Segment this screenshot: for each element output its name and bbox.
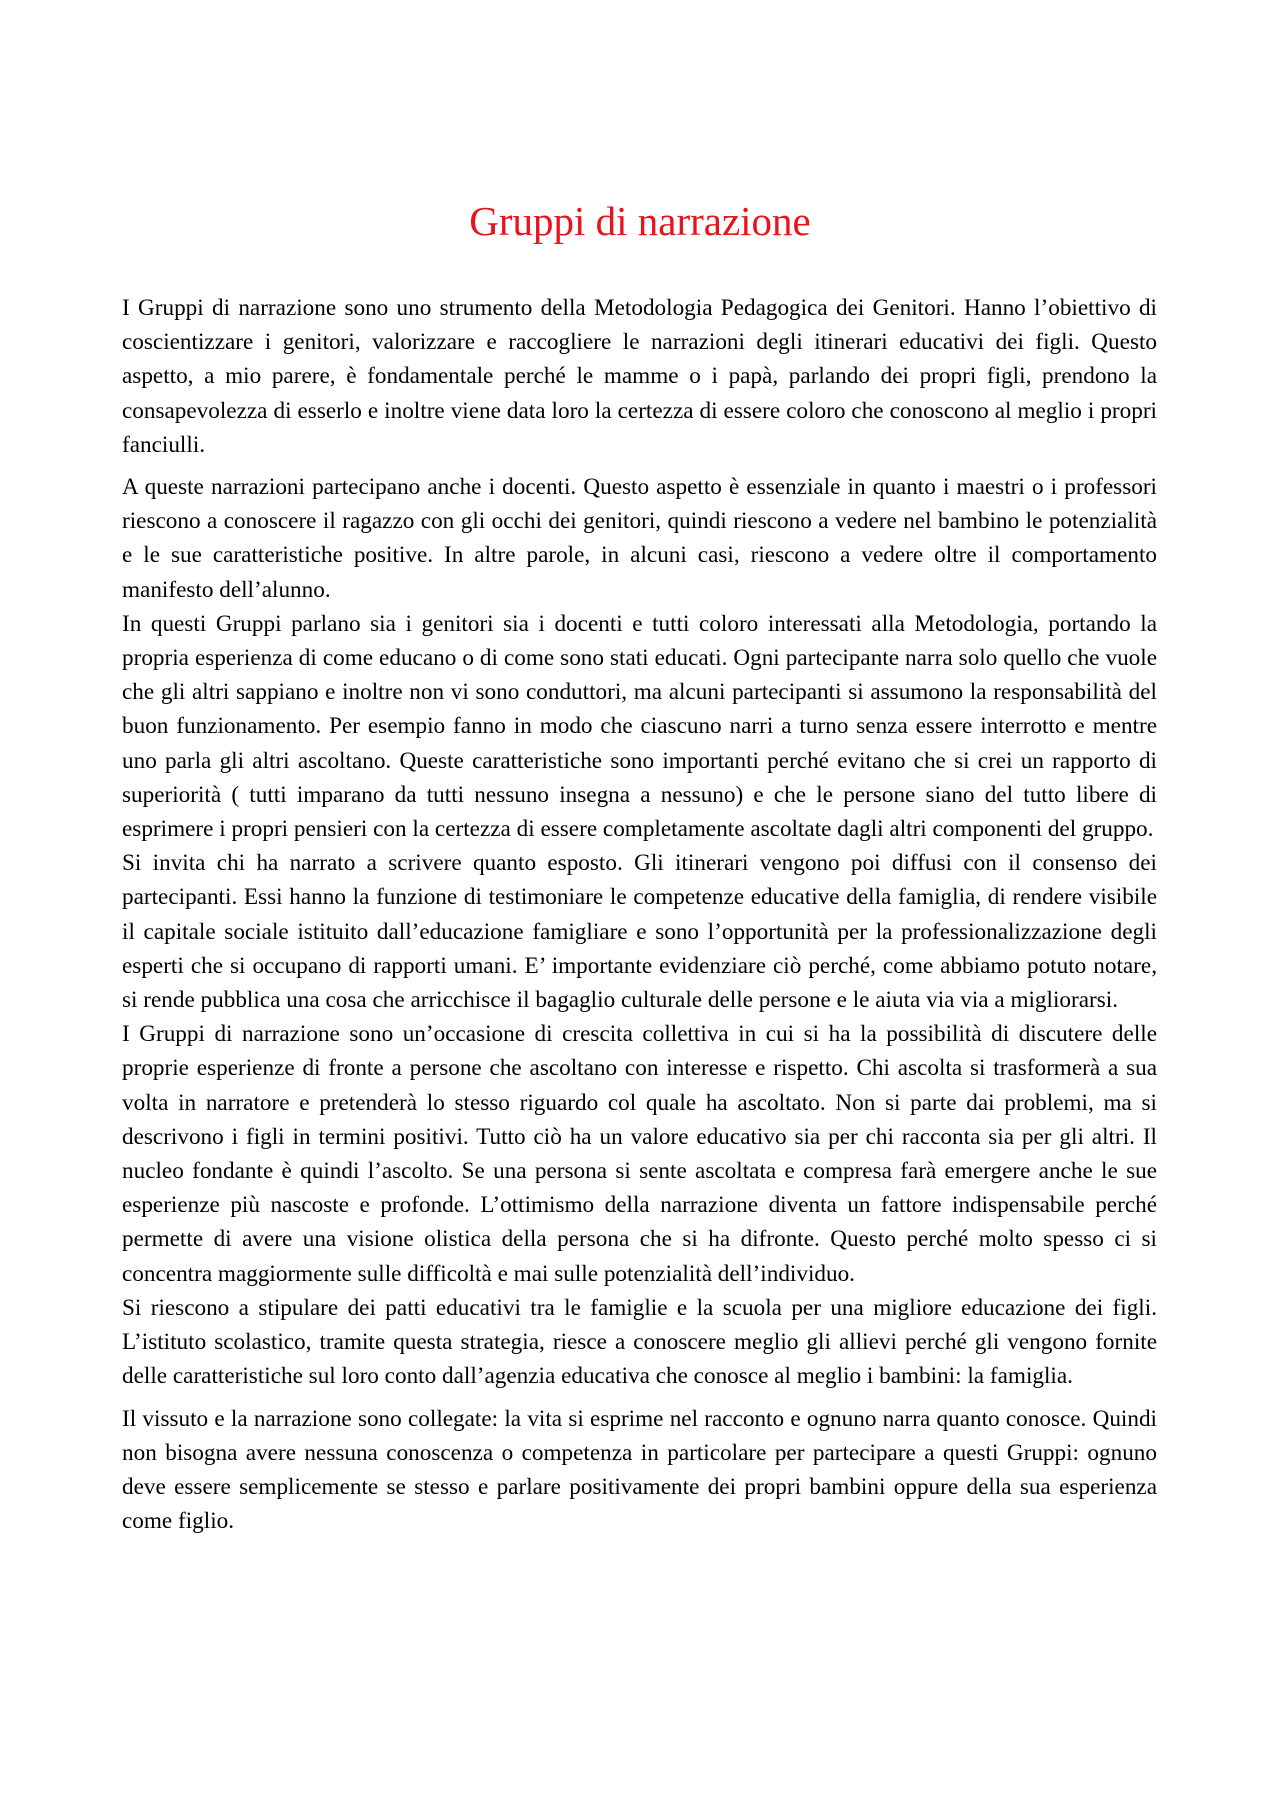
- document-title: Gruppi di narrazione: [469, 198, 811, 244]
- paragraph-3: In questi Gruppi parlano sia i genitori sia i docenti e tutti coloro interessati alla Metodologia, portando la propria esperienza di come educano o di come sono stati educati. Ogni partecipante narra solo quello che vuole che gli altri sappiano e inoltre non vi sono conduttori, ma alcuni partecipanti si assumono la responsabilità del buon funzionamento. Per esempio fanno in modo che ciascuno narri a turno senza essere interrotto e mentre uno parla gli altri ascoltano. Queste caratteristiche sono importanti perché evitano che si crei un rapporto di superiorità ( tutti imparano da tutti nessuno insegna a nessuno) e che le persone siano del tutto libere di esprimere i propri pensieri con la certezza di essere completamente ascoltate dagli altri componenti del gruppo.: [122, 610, 1157, 843]
- paragraph-6: Si riescono a stipulare dei patti educativi tra le famiglie e la scuola per una migliore educazione dei figli. L’istituto scolastico, tramite questa strategia, riesce a conoscere meglio gli allievi perché gli vengono fornite delle caratteristiche sul loro conto dall’agenzia educativa che conosce al meglio i bambini: la famiglia.: [122, 1294, 1157, 1390]
- paragraph-7: Il vissuto e la narrazione sono collegate: la vita si esprime nel racconto e ognuno narra quanto conosce. Quindi non bisogna avere nessuna conoscenza o competenza in particolare per partecipare a questi Gruppi: ognuno deve essere semplicemente se stesso e parlare positivamente dei propri bambini oppure della sua esperienza come figlio.: [122, 1405, 1157, 1535]
- paragraph-5: I Gruppi di narrazione sono un’occasione di crescita collettiva in cui si ha la possibilità di discutere delle proprie esperienze di fronte a persone che ascoltano con interesse e rispetto. Chi ascolta si trasformerà a sua volta in narratore e pretenderà lo stesso riguardo col quale ha ascoltato. Non si parte dai problemi, ma si descrivono i figli in termini positivi. Tutto ciò ha un valore educativo sia per chi racconta sia per gli altri. Il nucleo fondante è quindi l’ascolto. Se una persona si sente ascoltata e compresa farà emergere anche le sue esperienze più nascoste e profonde. L’ottimismo della narrazione diventa un fattore indispensabile perché permette di avere una visione olistica della persona che si ha difronte. Questo perché molto spesso ci si concentra maggiormente sulle difficoltà e mai sulle potenzialità dell’individuo.: [122, 1021, 1157, 1287]
- paragraph-4: Si invita chi ha narrato a scrivere quanto esposto. Gli itinerari vengono poi diffusi con il consenso dei partecipanti. Essi hanno la funzione di testimoniare le competenze educative della famiglia, di rendere visibile il capitale sociale istituito dall’educazione famigliare e sono l’opportunità per la professionalizzazione degli esperti che si occupano di rapporti umani. E’ importante evidenziare ciò perché, come abbiamo potuto notare, si rende pubblica una cosa che arricchisce il bagaglio culturale delle persone e le aiuta via via a migliorarsi.: [122, 850, 1157, 1014]
- paragraph-1: I Gruppi di narrazione sono uno strumento della Metodologia Pedagogica dei Genitori. Hanno l’obiettivo di coscientizzare i genitori, valorizzare e raccogliere le narrazioni degli itinerari educativi dei figli. Questo aspetto, a mio parere, è fondamentale perché le mamme o i papà, parlando dei propri figli, prendono la consapevolezza di esserlo e inoltre viene data loro la certezza di essere coloro che conoscono al meglio i propri fanciulli.: [122, 295, 1157, 458]
- document-body: [122, 291, 1157, 1538]
- paragraph-2: A queste narrazioni partecipano anche i docenti. Questo aspetto è essenziale in quanto i maestri o i professori riescono a conoscere il ragazzo con gli occhi dei genitori, quindi riescono a vedere nel bambino le potenzialità e le sue caratteristiche positive. In altre parole, in alcuni casi, riescono a vedere oltre il comportamento manifesto dell’alunno.: [122, 474, 1157, 603]
